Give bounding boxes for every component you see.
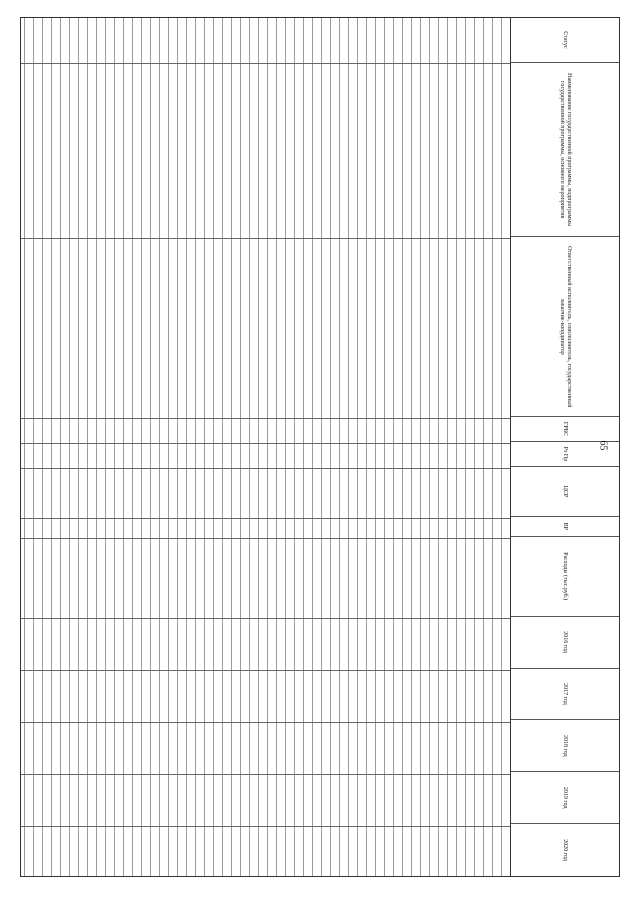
column-divider — [21, 538, 510, 539]
header-2018: 2018 год — [511, 720, 619, 772]
header-2017: 2017 год — [511, 669, 619, 721]
rotated-table-sheet — [20, 17, 620, 877]
column-divider — [21, 774, 510, 775]
header-2019: 2019 год — [511, 772, 619, 824]
column-divider — [21, 670, 510, 671]
page-number: 65 — [597, 440, 609, 451]
header-grbs: ГРБС — [511, 417, 619, 442]
header-2016: 2016 год — [511, 617, 619, 669]
header-rz-pr: Рз Пр — [511, 442, 619, 467]
column-divider — [21, 418, 510, 419]
column-divider — [21, 238, 510, 239]
header-status: Статус — [511, 18, 619, 63]
header-csr: ЦСР — [511, 467, 619, 517]
header-vr: ВР — [511, 517, 619, 537]
table-body — [20, 17, 510, 877]
column-divider — [21, 63, 510, 64]
header-expenses: Расходы (тыс.руб.) — [511, 537, 619, 617]
column-divider — [21, 443, 510, 444]
column-divider — [21, 618, 510, 619]
header-2020: 2020 год — [562, 839, 569, 861]
header-program-name: Наименование государственной программы, подпрограммы государственной программы, основного мероприятия — [511, 63, 619, 238]
header-executor: Ответственный исполнитель, соисполнитель, государственный заказчик-координатор — [511, 237, 619, 417]
column-divider — [21, 518, 510, 519]
column-divider — [21, 722, 510, 723]
column-divider — [21, 826, 510, 827]
column-divider — [21, 468, 510, 469]
